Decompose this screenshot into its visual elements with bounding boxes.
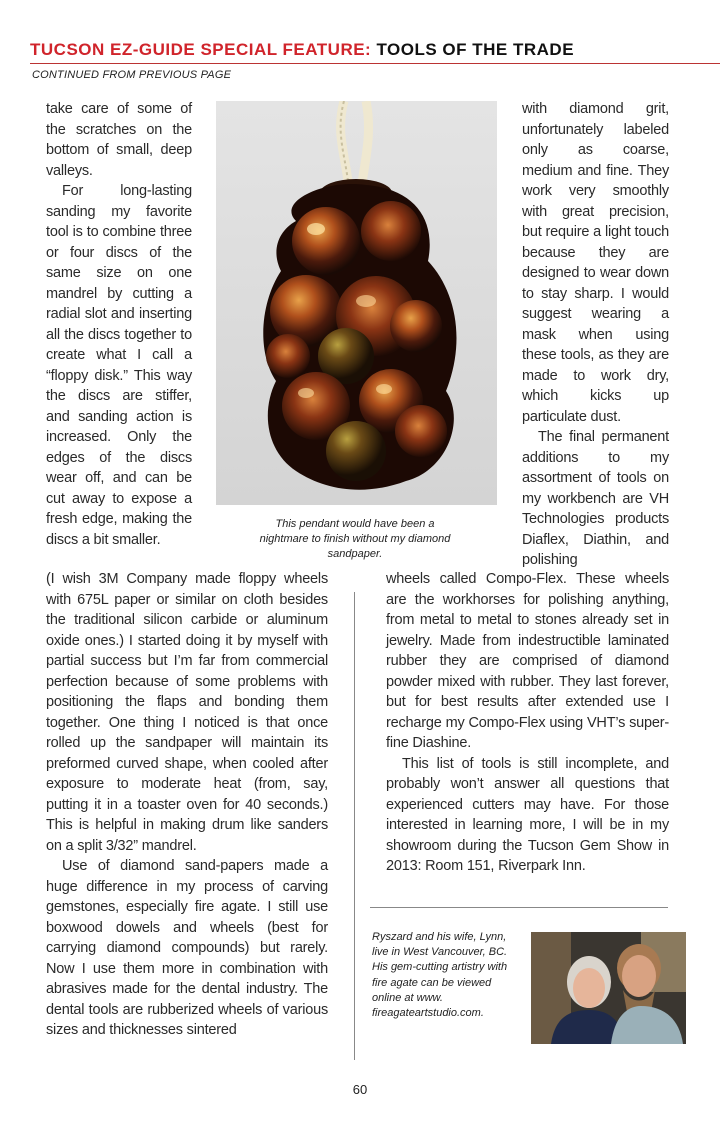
photo-caption: This pendant would have been a nightmare to finish without my diamond sandpaper. bbox=[259, 518, 451, 560]
column-right-bottom bbox=[386, 569, 669, 877]
pendant-photo bbox=[216, 101, 497, 505]
author-portrait bbox=[531, 932, 686, 1044]
paragraph: For long-lasting sanding my favorite tool is to combine three or four discs of the same size on one mandrel by cutting a radial slot and inserting all the discs together to create what I call a “floppy disk.” This way the discs are stiffer, and sanding action is increased. Only the edges of the discs wear off, and can be cut away to expose a fresh edge, making the discs a bit smaller. bbox=[46, 183, 192, 548]
paragraph: The final permanent additions to my assortment of tools on my workbench are VH Technologies products Diaflex, Diathin, and polishing bbox=[522, 429, 669, 568]
page-title: TOOLS OF THE TRADE bbox=[376, 40, 575, 59]
section-label: TUCSON EZ-GUIDE SPECIAL FEATURE: bbox=[30, 40, 372, 59]
column-right-top bbox=[522, 99, 669, 571]
page-number: 60 bbox=[352, 1082, 368, 1097]
paragraph: with diamond grit, unfortunately labeled only as coarse, medium and fine. They work very smoothly with great precision, but require a light touch because they are designed to wear down to stay sharp. I would suggest wearing a mask when using these tools, as they are made to work dry, which kicks up particulate dust. bbox=[522, 101, 669, 425]
header-divider bbox=[30, 63, 720, 64]
portrait-illustration bbox=[531, 932, 686, 1044]
column-left-bottom bbox=[46, 569, 328, 1041]
continued-note: CONTINUED FROM PREVIOUS PAGE bbox=[32, 69, 232, 81]
bio-divider bbox=[370, 907, 668, 908]
paragraph: This list of tools is still incomplete, and probably won’t answer all questions that experienced cutters may have. For those interested in learning more, I will be in my showroom during the Tucson Gem Show in 2013: Room 151, Riverpark Inn. bbox=[386, 755, 669, 874]
column-divider bbox=[354, 592, 355, 1060]
pendant-illustration bbox=[216, 101, 497, 505]
paragraph: take care of some of the scratches on the bottom of small, deep valleys. bbox=[46, 101, 192, 179]
column-left-top bbox=[46, 99, 192, 550]
paragraph: wheels called Compo-Flex. These wheels are the workhorses for polishing anything, from metal to metal to stones already set in jewelry. Made from indestructible laminated rubber they are comprised of diamond powder mixed with rubber. They last forever, but for best results after extended use I recharge my Compo-Flex using VHT’s super-fine Diashine. bbox=[386, 571, 669, 751]
paragraph: Use of diamond sand-papers made a huge difference in my process of carving gemstones, especially fire agate. I still use boxwood dowels and wheels (best for carrying diamond compounds) but rarely. Now I use them more in combination with abrasives made for the dental industry. The dental tools are rubberized wheels of various sizes and thicknesses sintered bbox=[46, 858, 328, 1038]
author-bio: Ryszard and his wife, Lynn, live in West Vancouver, BC. His gem-cutting artistry with fire agate can be viewed online at www. fireagateartstudio.com. bbox=[372, 931, 508, 1020]
paragraph: (I wish 3M Company made floppy wheels with 675L paper or similar on cloth besides the traditional silicon carbide or aluminum oxide ones.) I started doing it by myself with partial success but I’m far from commercial perfection because of some problems with positioning the flaps and bonding them together. One thing I noticed is that once rolled up the sandpaper will maintain its preformed curved shape, when cooled after exposure to moderate heat (from, say, putting it in a toaster oven for 40 seconds.) This is helpful in making drum like sanders on a split 3/32” mandrel. bbox=[46, 571, 328, 854]
feature-header bbox=[30, 40, 720, 60]
